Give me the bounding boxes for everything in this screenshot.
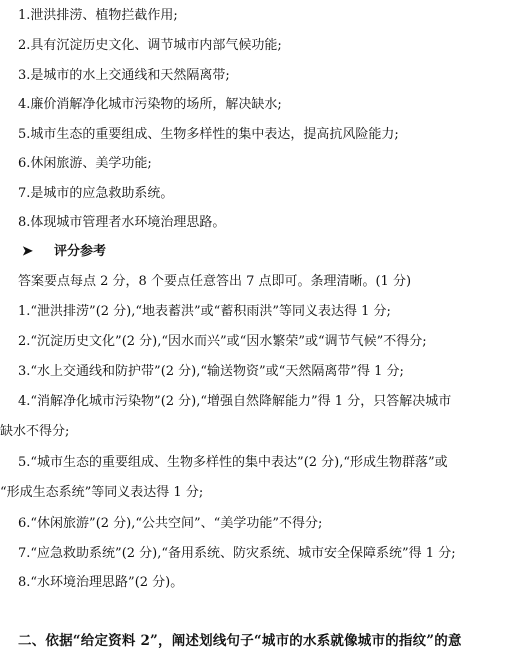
section-title: 评分参考 bbox=[54, 244, 107, 259]
scoring-item-6: 6.“休闲旅游”(2 分),“公共空间”、“美学功能”不得分; bbox=[18, 516, 323, 531]
point-7: 7.是城市的应急救助系统。 bbox=[18, 186, 174, 201]
point-2: 2.具有沉淀历史文化、调节城市内部气候功能; bbox=[18, 38, 282, 53]
scoring-item-3: 3.“水上交通线和防护带”(2 分),“输送物资”或“天然隔离带”得 1 分; bbox=[18, 364, 404, 379]
scoring-item-7: 7.“应急救助系统”(2 分),“备用系统、防灾系统、城市安全保障系统”得 1 分; bbox=[18, 546, 456, 561]
point-3: 3.是城市的水上交通线和天然隔离带; bbox=[18, 68, 230, 83]
point-4: 4.廉价消解净化城市污染物的场所，解决缺水; bbox=[18, 97, 282, 112]
scoring-item-5: 5.“城市生态的重要组成、生物多样性的集中表达”(2 分),“形成生物群落”或 bbox=[18, 455, 448, 470]
scoring-item-4: 4.“消解净化城市污染物”(2 分),“增强自然降解能力”得 1 分，只答解决城市 bbox=[18, 394, 452, 409]
scoring-item-5-cont: “形成生态系统”等同义表达得 1 分; bbox=[0, 485, 204, 500]
section-heading bbox=[22, 243, 106, 261]
scoring-intro: 答案要点每点 2 分，8 个要点任意答出 7 点即可。条理清晰。(1 分) bbox=[18, 274, 412, 289]
point-1: 1.泄洪排涝、植物拦截作用; bbox=[18, 8, 178, 23]
point-6: 6.休闲旅游、美学功能; bbox=[18, 156, 152, 171]
point-8: 8.体现城市管理者水环境治理思路。 bbox=[18, 215, 226, 230]
scoring-item-4-cont: 缺水不得分; bbox=[0, 424, 70, 439]
question-heading: 二、依据“给定资料 2”，阐述划线句子“城市的水系就像城市的指纹”的意 bbox=[18, 633, 462, 649]
arrow-bullet-icon: ➤ bbox=[22, 244, 33, 259]
point-5: 5.城市生态的重要组成、生物多样性的集中表达，提高抗风险能力; bbox=[18, 127, 399, 142]
scoring-item-8: 8.“水环境治理思路”(2 分)。 bbox=[18, 575, 184, 590]
scoring-item-1: 1.“泄洪排涝”(2 分),“地表蓄洪”或“蓄积雨洪”等同义表达得 1 分; bbox=[18, 304, 391, 319]
scoring-item-2: 2.“沉淀历史文化”(2 分),“因水而兴”或“因水繁荣”或“调节气候”不得分; bbox=[18, 334, 427, 349]
